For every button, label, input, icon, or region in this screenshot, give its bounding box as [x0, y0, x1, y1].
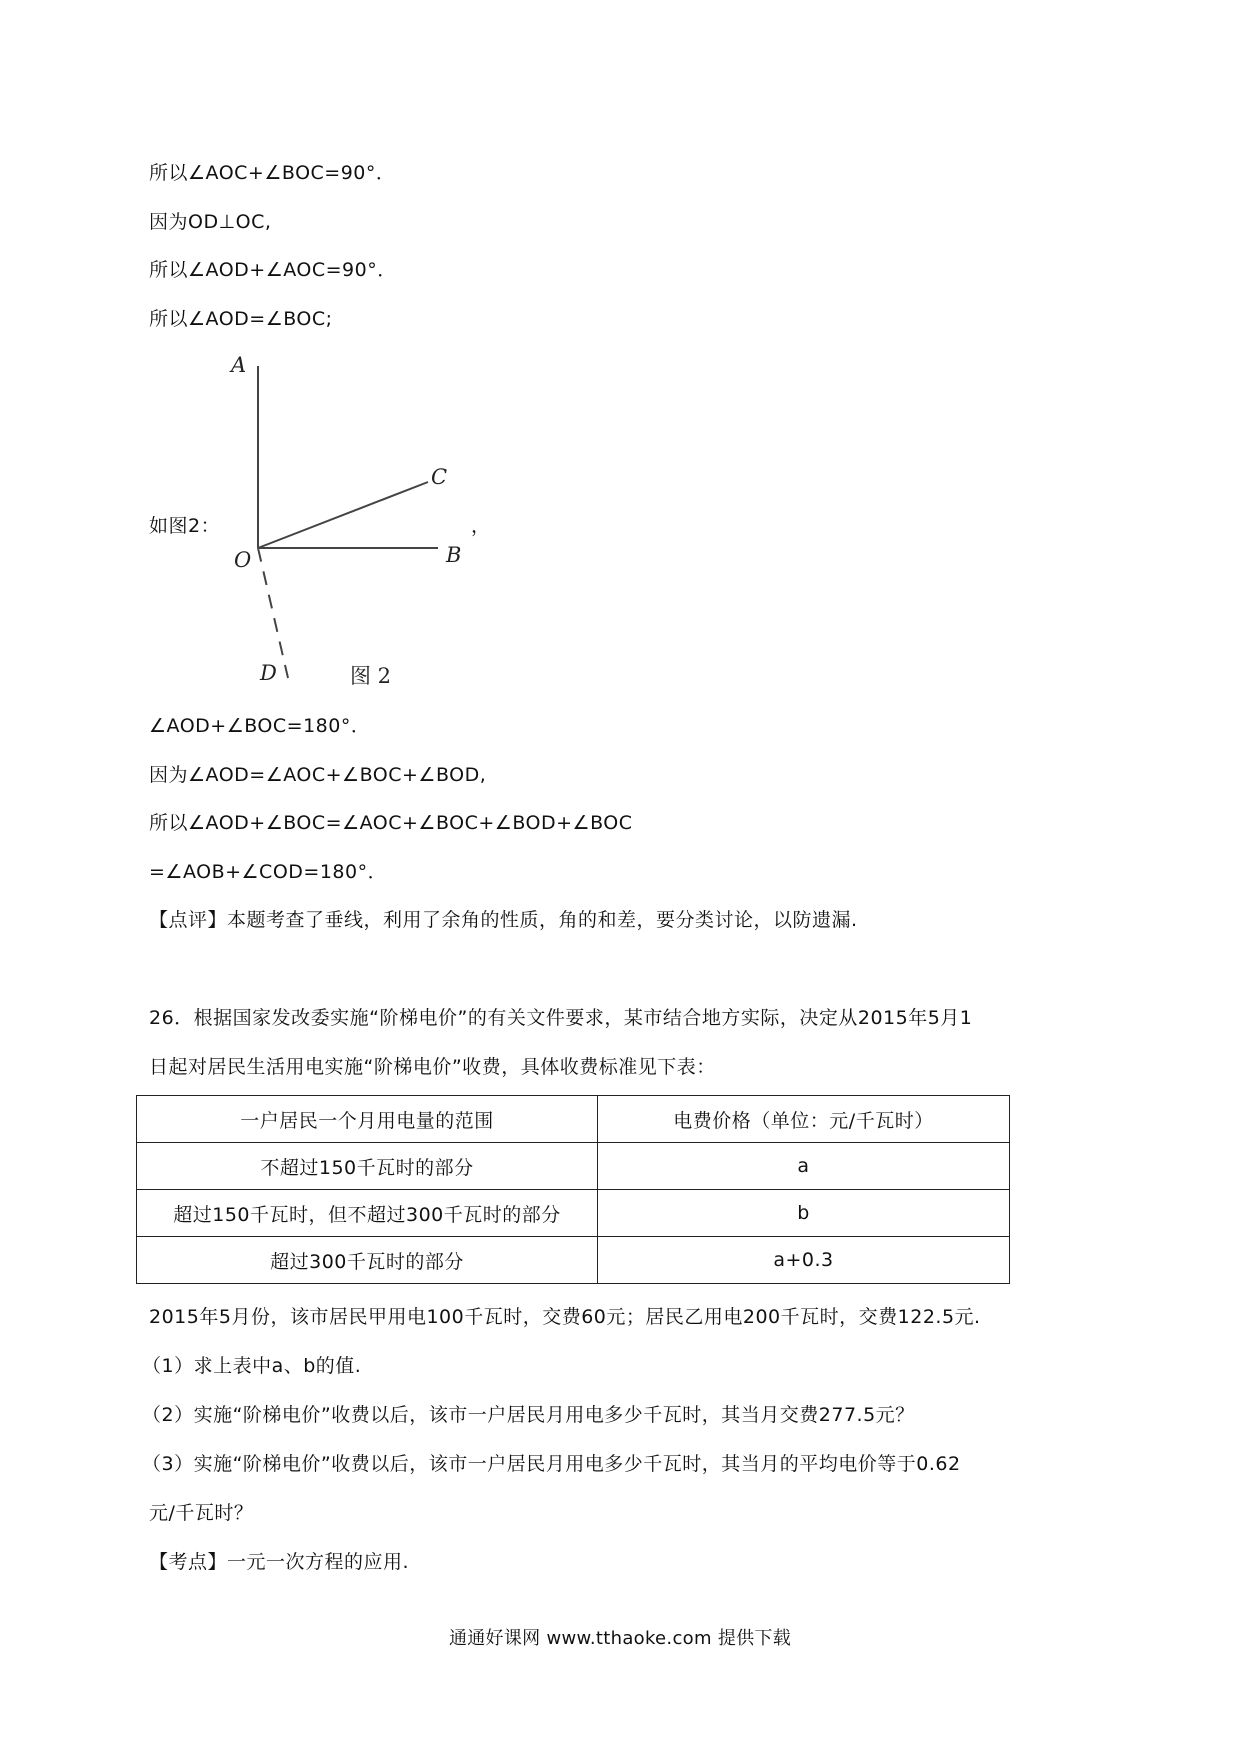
problem-line-2: 日起对居民生活用电实施“阶梯电价”收费，具体收费标准见下表： — [149, 1056, 716, 1078]
proof-line-2: 因为OD⊥OC, — [149, 211, 272, 233]
figure-caption: 图 2 — [350, 664, 392, 688]
table-cell: 超过150千瓦时，但不超过300千瓦时的部分 — [137, 1190, 598, 1237]
table-cell: b — [598, 1190, 1010, 1237]
table-cell: a+0.3 — [598, 1237, 1010, 1284]
table-header-range: 一户居民一个月用电量的范围 — [137, 1096, 598, 1143]
figure-trailing-comma: ， — [471, 515, 491, 537]
problem-info: 2015年5月份，该市居民甲用电100千瓦时，交费60元；居民乙用电200千瓦时，交费122.5元. — [149, 1306, 981, 1328]
table-row — [137, 1190, 1010, 1237]
pricing-table — [136, 1095, 1010, 1284]
label-o: O — [234, 548, 252, 572]
figure-intro: 如图2： — [149, 515, 221, 537]
question-1: （1）求上表中a、b的值. — [142, 1355, 362, 1377]
page-footer: 通通好课网 www.tthaoke.com 提供下载 — [448, 1628, 792, 1649]
table-header-price: 电费价格（单位：元/千瓦时） — [598, 1096, 1010, 1143]
label-b: B — [446, 543, 462, 567]
proof-line-1: 所以∠AOC+∠BOC=90°． — [149, 162, 396, 184]
proof-line-8: =∠AOB+∠COD=180°． — [149, 861, 388, 883]
proof-line-5: ∠AOD+∠BOC=180°． — [149, 715, 371, 737]
proof-line-4: 所以∠AOD=∠BOC; — [149, 308, 333, 330]
label-d: D — [260, 661, 277, 685]
problem-line-1: 26．根据国家发改委实施“阶梯电价”的有关文件要求，某市结合地方实际，决定从2015年5月1 — [149, 1007, 973, 1029]
ray-od-dashed — [258, 548, 288, 678]
table-header-row — [137, 1096, 1010, 1143]
table-cell: a — [598, 1143, 1010, 1190]
question-2: （2）实施“阶梯电价”收费以后，该市一户居民月用电多少千瓦时，其当月交费277.5元？ — [142, 1404, 915, 1426]
label-a: A — [231, 353, 247, 377]
geometry-figure-2 — [226, 352, 466, 692]
question-3-continued: 元/千瓦时？ — [149, 1502, 254, 1524]
kaodian-line: 【考点】一元一次方程的应用. — [149, 1551, 410, 1573]
proof-line-6: 因为∠AOD=∠AOC+∠BOC+∠BOD, — [149, 764, 487, 786]
question-3: （3）实施“阶梯电价”收费以后，该市一户居民月用电多少千瓦时，其当月的平均电价等于0.62 — [142, 1453, 961, 1475]
ray-oc — [258, 482, 428, 548]
comment-line: 【点评】本题考查了垂线，利用了余角的性质，角的和差，要分类讨论，以防遗漏. — [149, 909, 858, 931]
proof-line-3: 所以∠AOD+∠AOC=90°． — [149, 259, 397, 281]
table-row — [137, 1237, 1010, 1284]
label-c: C — [431, 465, 448, 489]
table-row — [137, 1143, 1010, 1190]
proof-line-7: 所以∠AOD+∠BOC=∠AOC+∠BOC+∠BOD+∠BOC — [149, 812, 633, 834]
table-cell: 不超过150千瓦时的部分 — [137, 1143, 598, 1190]
table-cell: 超过300千瓦时的部分 — [137, 1237, 598, 1284]
